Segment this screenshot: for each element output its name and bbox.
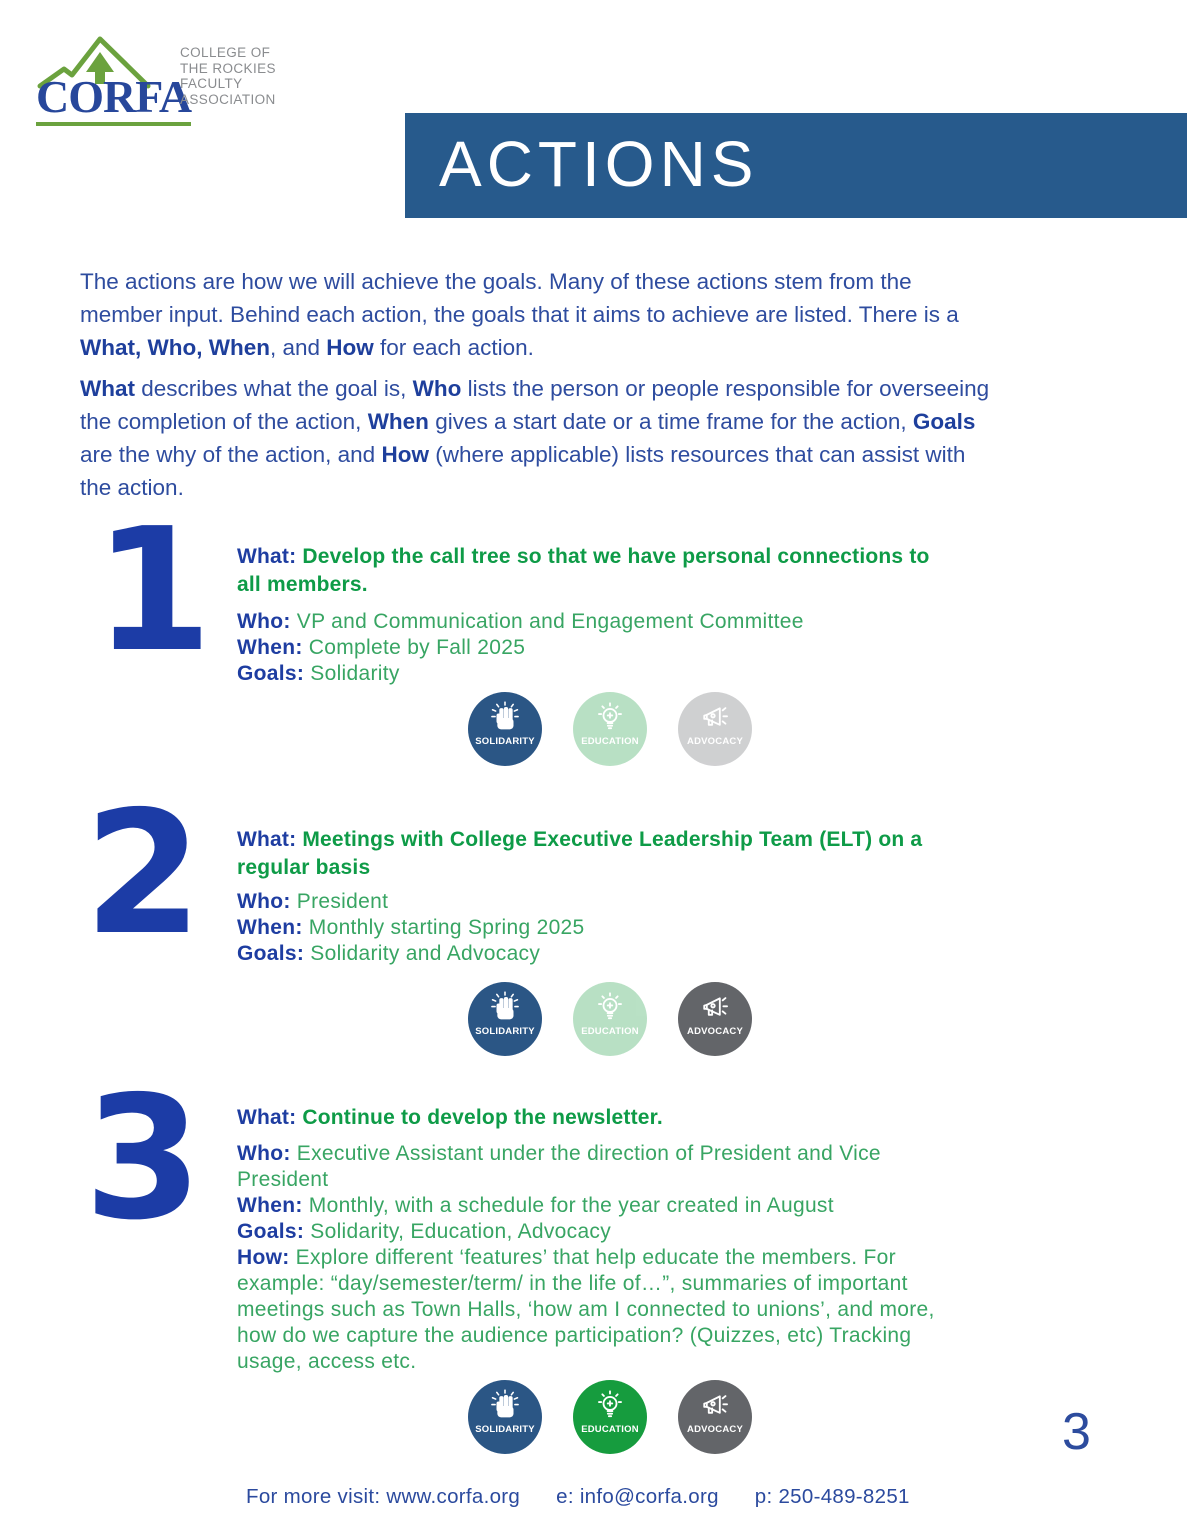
education-badge [573,982,647,1056]
fist-icon [488,991,522,1025]
action-3-what: What: Continue to develop the newsletter. [237,1106,663,1129]
action-3-goal-badges [468,1380,752,1454]
logo-org-line: COLLEGE OF [180,45,271,60]
action-1-number: 1 [94,492,213,690]
advocacy-badge [678,1380,752,1454]
footer-website: For more visit: www.corfa.org [246,1485,521,1508]
lightbulb-icon [593,1389,627,1423]
action-2-details: Who: President When: Monthly starting Spring 2025 Goals: Solidarity and Advocacy [237,890,585,965]
action-3-number: 3 [84,1060,203,1258]
action-2-goal-badges [468,982,752,1056]
page-title: ACTIONS [439,128,759,200]
footer-email: e: info@corfa.org [556,1485,719,1508]
badge-label: SOLIDARITY [475,1424,535,1435]
logo-org-line: THE ROCKIES [180,60,276,76]
action-2-number: 2 [84,775,203,973]
education-badge [573,692,647,766]
badge-label: EDUCATION [581,1424,639,1435]
page-number: 3 [1062,1403,1091,1461]
action-2-what: What: Meetings with College Executive Leadership Team (ELT) on a regular basis [237,828,923,879]
lightbulb-icon [593,991,627,1025]
megaphone-icon [698,991,732,1025]
intro-paragraph-2: What describes what the goal is, Who lists the person or people responsible for overseeing the completion of the action, When gives a start date or a time frame for the action, Goals are the why of the action, and How (where applicable) lists resources that can assist with the action. [80,376,990,500]
megaphone-icon [698,1389,732,1423]
badge-label: SOLIDARITY [475,736,535,747]
lightbulb-icon [593,701,627,735]
badge-label: SOLIDARITY [475,1026,535,1037]
intro-paragraph-1: The actions are how we will achieve the goals. Many of these actions stem from the member input. Behind each action, the goals that it aims to achieve are listed. There is a What, Who, When, and How for each action. [80,269,959,360]
education-badge [573,1380,647,1454]
action-1-details: Who: VP and Communication and Engagement Committee When: Complete by Fall 2025 Goals: Solidarity [237,610,804,685]
solidarity-badge [468,1380,542,1454]
solidarity-badge [468,692,542,766]
logo-org-name [180,45,276,107]
action-1-goal-badges [468,692,752,766]
badge-label: EDUCATION [581,1026,639,1037]
logo-org-line: ASSOCIATION [180,91,276,107]
megaphone-icon [698,701,732,735]
fist-icon [488,1389,522,1423]
fist-icon [488,701,522,735]
badge-label: EDUCATION [581,736,639,747]
footer-phone: p: 250-489-8251 [754,1485,910,1508]
footer-contact [246,1485,940,1509]
header-banner [405,113,1187,218]
logo-org-line: FACULTY [180,76,243,91]
solidarity-badge [468,982,542,1056]
action-1-what: What: Develop the call tree so that we have personal connections to all members. [237,545,930,596]
badge-label: ADVOCACY [687,736,743,747]
logo-wordmark: CORFA [36,74,191,126]
action-3-details: Who: Executive Assistant under the direction of President and Vice President When: Monthly, with a schedule for the year created in August Goals: Solidarity, Education, Advocacy How: Explore different ‘features’ that help educate the members. For example: “day/semester/term/ in the life of…”, summaries of important meetings such as Town Halls, ‘how am I connected to unions’, and more, how do we capture the audience participation? (Quizzes, etc) Tracking usage, access etc. [237,1142,935,1373]
advocacy-badge [678,982,752,1056]
advocacy-badge [678,692,752,766]
badge-label: ADVOCACY [687,1026,743,1037]
badge-label: ADVOCACY [687,1424,743,1435]
